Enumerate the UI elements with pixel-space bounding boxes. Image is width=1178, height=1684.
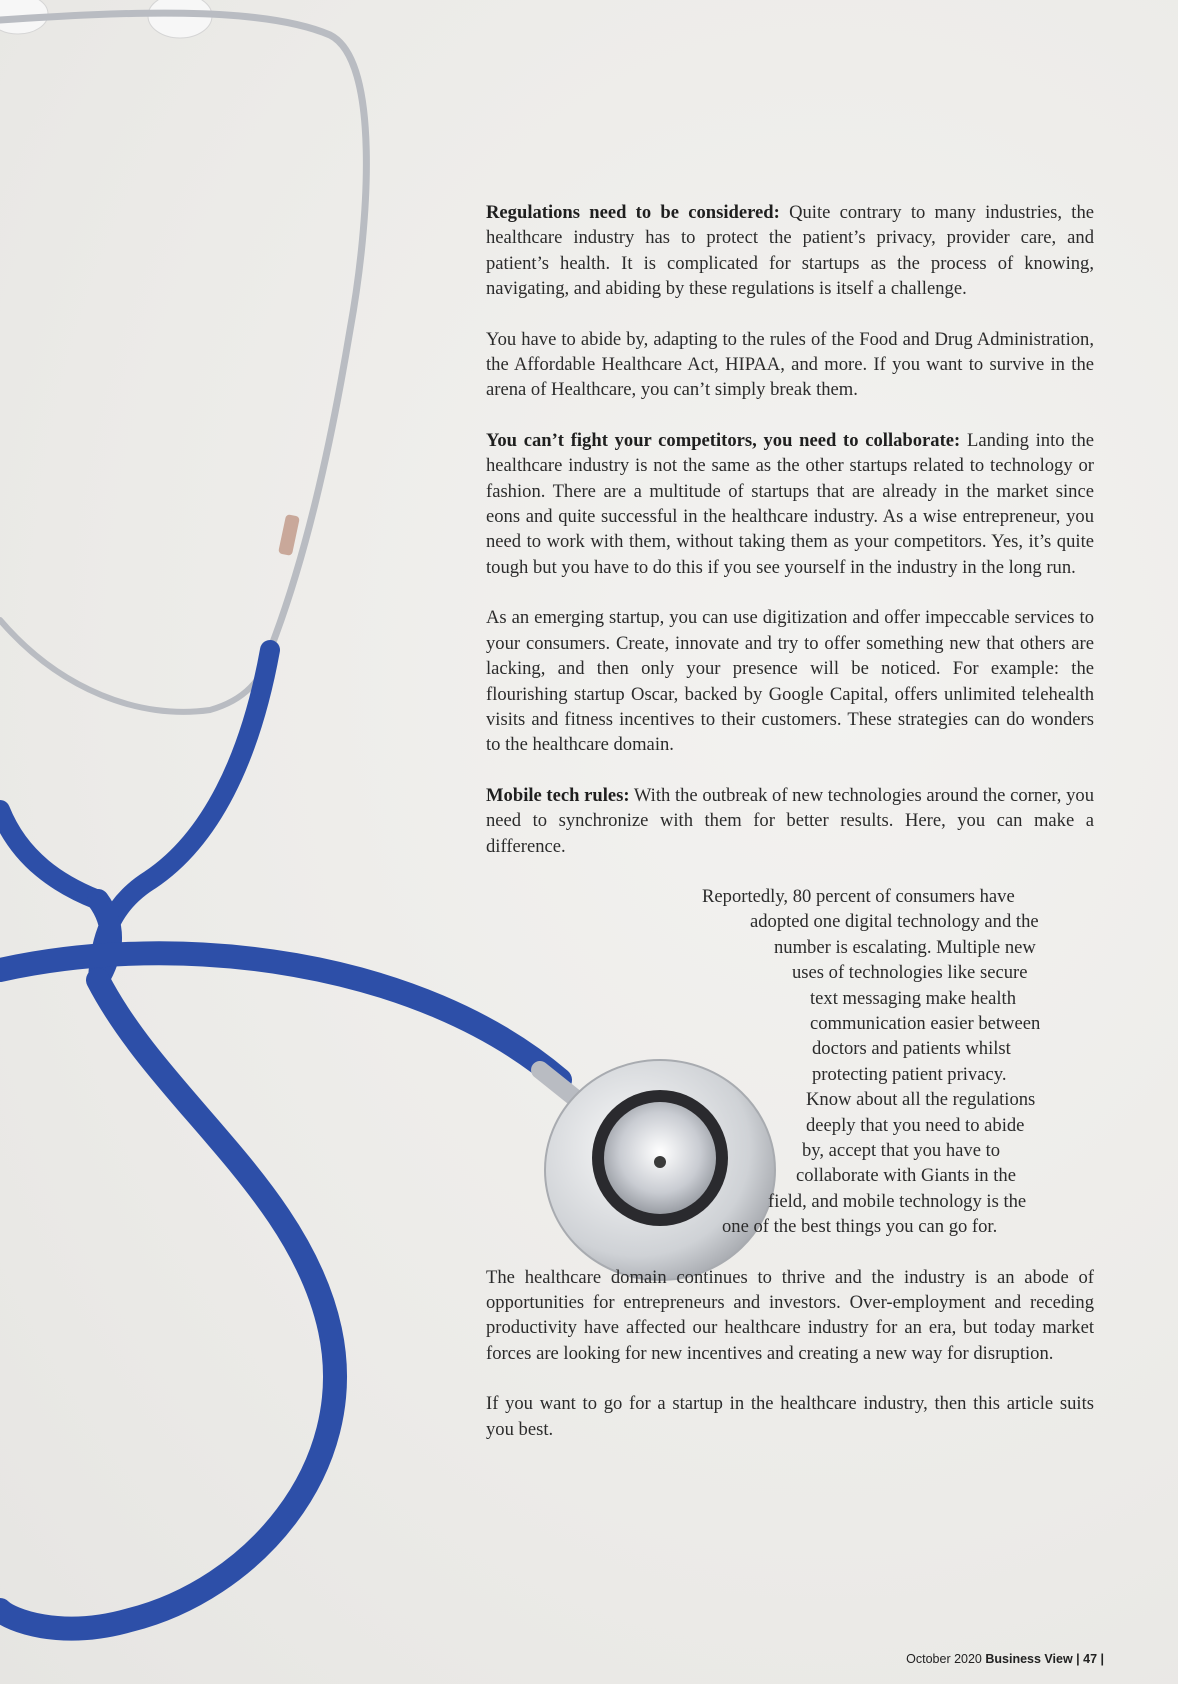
wrap-line: field, and mobile technology is the [768, 1190, 1027, 1212]
wrap-line: number is escalating. Multiple new [774, 936, 1036, 958]
paragraph-mobile-tech-text: With the outbreak of new technologies around the corner, you need to synchronize with them for better results. Here, you can make a difference. [486, 784, 1094, 857]
wrap-line: by, accept that you have to [802, 1140, 1001, 1161]
wrap-line: collaborate with Giants in the [796, 1165, 1016, 1187]
tube-to-chestpiece [0, 953, 560, 1080]
wrap-line: adopted one digital technology and the [750, 911, 1039, 933]
paragraph-abide: You have to abide by, adapting to the rules of the Food and Drug Administration, the Affordable Healthcare Act, HIPAA, and more. If you want to survive in the arena of Healthcare, you can’t simply break them. [486, 328, 1094, 401]
paragraph-competitors-text: Landing into the healthcare industry is not the same as the other startups related to technology or fashion. There are a multitude of startups that are already in the market since eons and quite successful in the healthcare industry. As a wise entrepreneur, you need to work with them, without taking them as your competitors. Yes, it’s quite tough but you have to do this if you see yourself in the industry in the long run. [486, 429, 1094, 578]
wrap-line: uses of technologies like secure [792, 962, 1028, 984]
paragraph-regulations [486, 200, 1094, 302]
tube-lower-loop [0, 980, 335, 1629]
paragraph-conclusion: The healthcare domain continues to thrive and the industry is an abode of opportunities for entrepreneurs and investors. Over-employment and receding productivity have affected our healthcare industry for an era, but today market forces are looking for new incentives and creating a new way for disruption. [486, 1266, 1094, 1364]
wrap-line: Know about all the regulations [806, 1089, 1036, 1111]
binaural-left [0, 620, 272, 712]
article-column [486, 200, 1094, 1467]
wrap-line: protecting patient privacy. [812, 1063, 1007, 1085]
paragraph-mobile-tech [486, 783, 1094, 859]
heading-mobile-tech: Mobile tech rules: [486, 784, 630, 806]
wrap-line: deeply that you need to abide [806, 1114, 1025, 1136]
footer-date: October 2020 [906, 1652, 986, 1666]
heading-competitors: You can’t fight your competitors, you need to collaborate: [486, 429, 961, 451]
ear-tip-right [148, 0, 212, 38]
paragraph-closing: If you want to go for a startup in the healthcare industry, then this article suits you best. [486, 1393, 1094, 1440]
binaural-right [0, 13, 366, 650]
tube-upper-left [0, 810, 98, 900]
footer-magazine: Business View [985, 1652, 1073, 1666]
paragraph-digitization: As an emerging startup, you can use digitization and offer impeccable services to your consumers. Create, innovate and try to offer something new that others are lacking, and then only your presence will be noticed. For example: the flourishing startup Oscar, backed by Google Capital, offers unlimited telehealth visits and fitness incentives to their customers. These strategies can do wonders to the healthcare domain. [486, 607, 1094, 756]
wrap-line: doctors and patients whilst [812, 1038, 1011, 1060]
paragraph-wrapped-around-image [486, 884, 1094, 1240]
tube-upper-right [98, 650, 270, 980]
footer-page-number: | 47 | [1072, 1652, 1104, 1666]
wrap-line: one of the best things you can go for. [722, 1216, 998, 1238]
paragraph-competitors [486, 428, 1094, 580]
heading-regulations: Regulations need to be considered: [486, 202, 780, 223]
spring-band [278, 514, 300, 556]
page-footer [906, 1652, 1104, 1666]
wrap-line: text messaging make health [810, 987, 1017, 1009]
wrap-line: communication easier between [810, 1012, 1041, 1034]
wrap-line: Reportedly, 80 percent of consumers have [702, 885, 1015, 907]
paragraph-regulations-text: Quite contrary to many industries, the healthcare industry has to protect the patient’s privacy, provider care, and patient’s health. It is complicated for startups as the process of knowing, navigating, and abiding by these regulations is itself a challenge. [486, 202, 1094, 300]
